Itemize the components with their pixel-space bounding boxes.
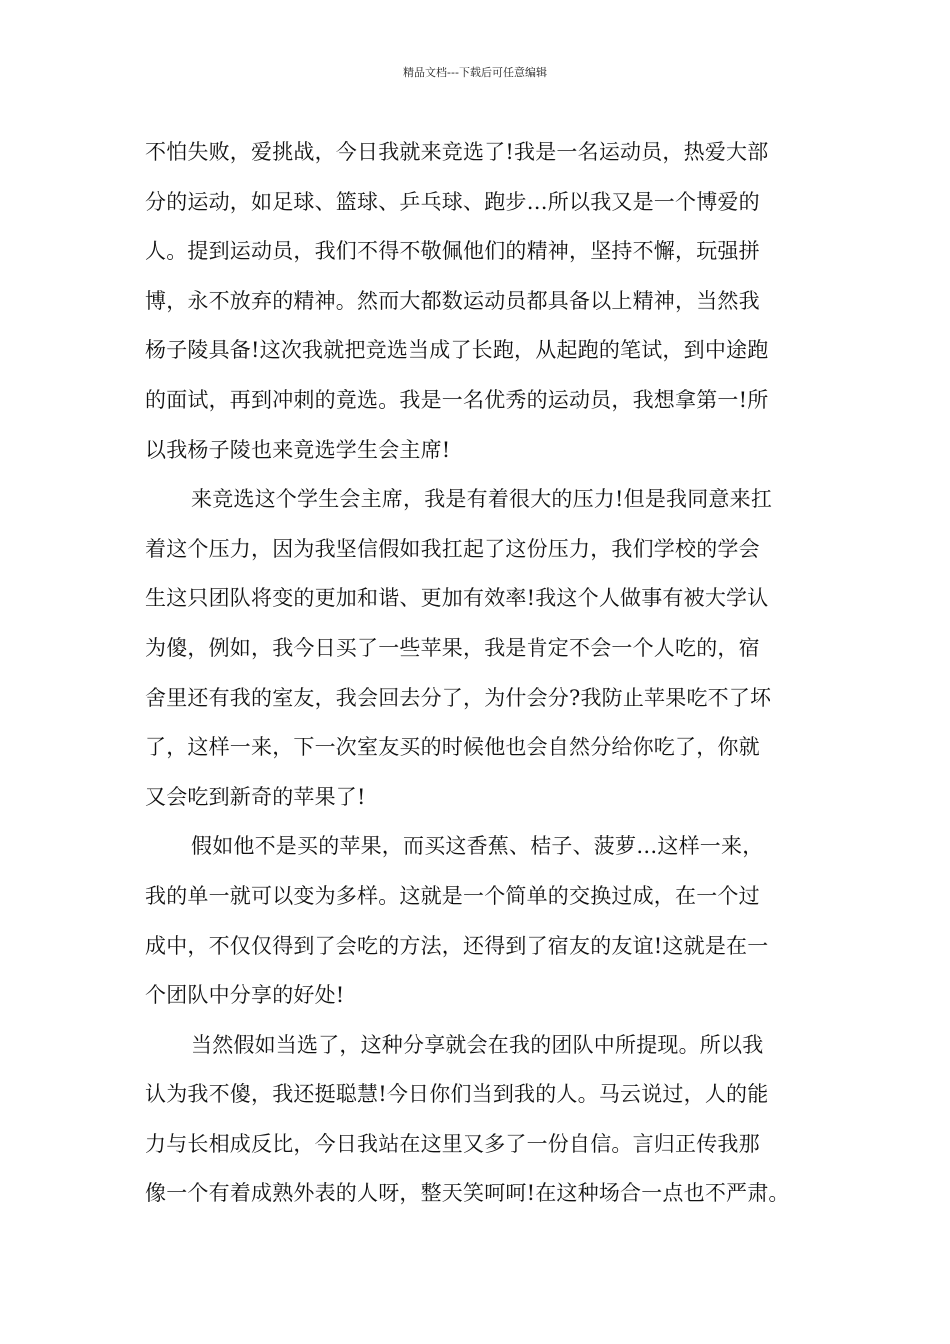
- paragraph-4: [145, 1021, 825, 1219]
- text-line: 力与长相成反比，今日我站在这里又多了一份自信。言归正传我那: [145, 1131, 760, 1156]
- text-line: 认为我不傻，我还挺聪慧!今日你们当到我的人。马云说过，人的能: [145, 1082, 769, 1107]
- text-line: 了，这样一来，下一次室友买的时候他也会自然分给你吃了，你就: [145, 735, 760, 760]
- text-line: 为傻，例如，我今日买了一些苹果，我是肯定不会一个人吃的，宿: [145, 635, 760, 660]
- text-line: 着这个压力，因为我坚信假如我扛起了这份压力，我们学校的学会: [145, 536, 760, 561]
- text-line: 个团队中分享的好处!: [145, 983, 345, 1008]
- text-line: 杨子陵具备!这次我就把竞选当成了长跑，从起跑的笔试，到中途跑: [145, 338, 769, 363]
- text-line: 成中，不仅仅得到了会吃的方法，还得到了宿友的友谊!这就是在一: [145, 933, 769, 958]
- text-line: 假如他不是买的苹果，而买这香蕉、桔子、菠萝…这样一来，: [191, 834, 764, 859]
- text-line: 不怕失败，爱挑战，今日我就来竞选了!我是一名运动员，热爱大部: [145, 140, 769, 164]
- paragraph-1: [145, 128, 825, 475]
- page-header: 精品文档---下载后可任意编辑: [403, 66, 547, 79]
- text-line: 的面试，再到冲刺的竟选。我是一名优秀的运动员，我想拿第一!所: [145, 387, 769, 412]
- text-line: 博，永不放弃的精神。然而大都数运动员都具备以上精神，当然我: [145, 288, 760, 313]
- text-line: 又会吃到新奇的苹果了!: [145, 784, 366, 809]
- text-line: 来竞选这个学生会主席，我是有着很大的压力!但是我同意来扛: [191, 487, 773, 512]
- paragraph-3: [145, 822, 825, 1020]
- text-line: 人。提到运动员，我们不得不敬佩他们的精神，坚持不懈，玩强拼: [145, 239, 760, 264]
- text-line: 分的运动，如足球、篮球、乒乓球、跑步…所以我又是一个博爱的: [145, 189, 760, 214]
- text-line: 生这只团队将变的更加和谐、更加有效率!我这个人做事有被大学认: [145, 586, 769, 611]
- text-line: 我的单一就可以变为多样。这就是一个简单的交换过成，在一个过: [145, 883, 760, 908]
- document-body: [145, 128, 825, 1219]
- paragraph-2: [145, 475, 825, 822]
- text-line: 像一个有着成熟外表的人呀，整天笑呵呵!在这种场合一点也不严肃。: [145, 1181, 790, 1206]
- text-line: 以我杨子陵也来竟选学生会主席!: [145, 437, 451, 462]
- text-line: 当然假如当选了，这种分享就会在我的团队中所提现。所以我: [191, 1032, 764, 1057]
- text-line: 舍里还有我的室友，我会回去分了，为什会分?我防止苹果吃不了坏: [145, 685, 772, 710]
